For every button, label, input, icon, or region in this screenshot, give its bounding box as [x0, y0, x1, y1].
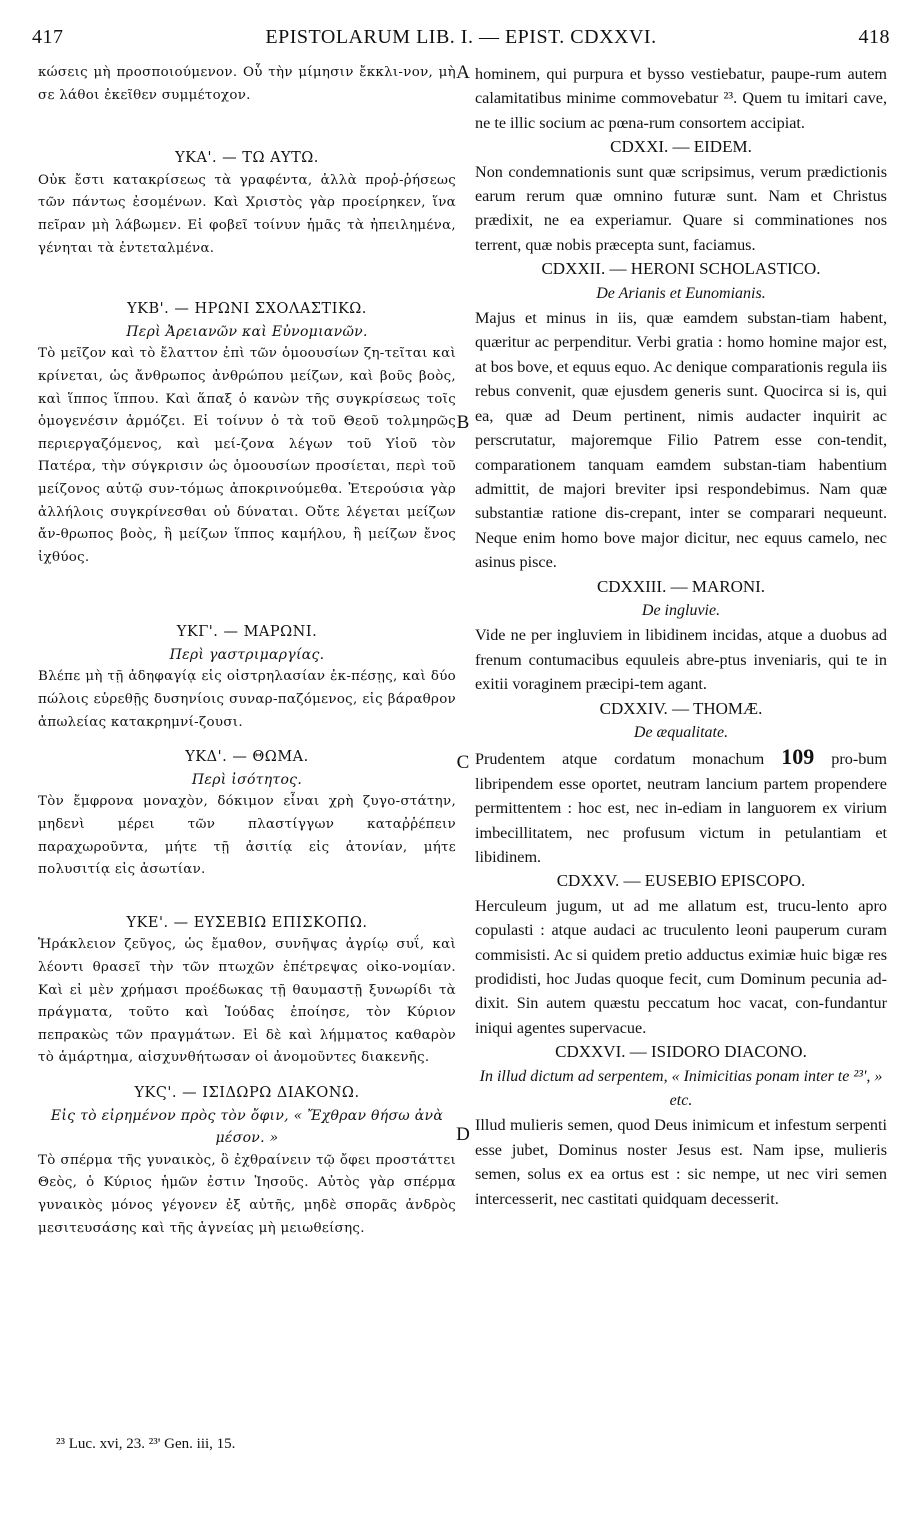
- greek-letter-424: [38, 746, 456, 882]
- greek-column: [38, 62, 456, 1240]
- greek-text-425: Ἡράκλειον ζεῦγος, ὡς ἔμαθον, συνῆψας ἀγρίῳ συΐ, καὶ λέοντι θρασεῖ τὴν τῶν πτωχῶν ἐπέτρεψας οἰκο-νομίαν. Καὶ εἰ μὲν χρήμασι προέδωκας τῇ θαυμαστῇ ξυνωρίδι τὰ πράγματα, τοῦτο καὶ Ἰούδας ἐποίησε, τὸν Κύριον πεπρακὼς τῶν πραγμάτων. Εἰ δὲ καὶ λήμματος καθαρὸν τὸ ἁμάρτημα, αἰσχυνθήτωσαν οἱ ἀνομοῦντες διακενῆς.: [38, 937, 456, 1066]
- margin-letter-d: D: [456, 1124, 470, 1145]
- margin-letter-a: A: [456, 62, 470, 83]
- edition-page-reference: 109: [781, 744, 815, 770]
- latin-subtitle-424: De æqualitate.: [633, 723, 729, 741]
- latin-heading-424: CDXXIV. — THOMÆ.: [599, 698, 763, 718]
- latin-text-425: Herculeum jugum, ut ad me allatum est, trucu-lento apro copulasti : atque audaci ac truculento leoni pauperum curam commisisti. Ac si quidem pretio adductus eximiæ huic bigæ res prodidisti, hoc Judas quoque fecit, cum Dominum pecunia ad-dixit. Sin autem quæstu peccatum hoc vacat, con-fundantur iniqui agentes supervacue.: [475, 896, 887, 1037]
- greek-letter-422: [38, 298, 456, 569]
- latin-letter-423: [475, 575, 887, 697]
- running-title: EPISTOLARUM LIB. I. — EPIST. CDXXVI.: [265, 26, 657, 48]
- greek-text-421: Οὐκ ἔστι κατακρίσεως τὰ γραφέντα, ἀλλὰ προῤ-ῥήσεως τῶν πάντως ἐσομένων. Καὶ Χριστὸς γὰρ προείρηκεν, ἵνα πεῖραν μὴ λάβωμεν. Εἰ φοβεῖ τοίνυν ἡμᾶς τὰ ἠπειλημένα, γένηται τὰ ἐντεταλμένα.: [38, 172, 456, 256]
- greek-text-424: Τὸν ἔμφρονα μοναχὸν, δόκιμον εἶναι χρὴ ζυγο-στάτην, μηδενὶ μέρει τῶν πλαστίγγων καταῤῥέπειν παραχωροῦντα, μήτε τῇ ἀσιτίᾳ εἰς ἀτονίαν, μήτε πολυσιτίᾳ εἰς ἀσωτίαν.: [38, 794, 456, 878]
- greek-subtitle-423: Περὶ γαστριμαργίας.: [169, 646, 325, 663]
- greek-heading-424: ΥΚΔ'. — ΘΩΜΑ.: [185, 749, 309, 766]
- greek-letter-425: [38, 912, 456, 1070]
- greek-subtitle-422: Περὶ Ἀρειανῶν καὶ Εὐνομιανῶν.: [126, 323, 368, 340]
- margin-letter-b: B: [456, 412, 470, 433]
- latin-letter-421: [475, 135, 887, 257]
- latin-subtitle-422: De Arianis et Eunomianis.: [596, 284, 766, 302]
- greek-heading-425: ΥΚΕ'. — ΕΥΣΕΒΙΩ ΕΠΙΣΚΟΠΩ.: [126, 914, 368, 931]
- latin-intro: hominem, qui purpura et bysso vestiebatur, paupe-rum autem calamitatibus minime commovebatur ²³. Quem tu imitari cave, ne te illic socium ac pœna-rum consortem accipiat.: [475, 65, 887, 132]
- latin-letter-425: [475, 869, 887, 1040]
- latin-text-424: [475, 745, 887, 869]
- latin-text-424-b: pro-bum libripendem esse oportet, neutram lancium partem propendere permittentem : hoc est, nec in-ediam in languorem ex virium imbecillitatem, nec profusum victum in petulantiam et libidinem.: [475, 750, 887, 866]
- latin-column: [475, 62, 887, 1211]
- margin-letters: [454, 0, 472, 1540]
- latin-text-422: Majus et minus in iis, quæ eamdem substan-tiam habent, quæritur ac perpenditur. Verbi gratia : homo homine major est, at bos bove, et equus equo. Ac denique comparationis regula iis rebus convenit, quæ ejusdem generis sunt. Quocirca si is, qui ea, quæ ad Deum pertinent, nimis audacter inquirit ac perscrutatur, majoremque Filio Patrem esse con-tendit, comparationem tanquam eamdem substan-tiam habentium admittit, de majori breviter ipsi respondebimus. Nam quæ substantiæ ratione dis-crepant, inter se comparari nequeunt. Neque enim homo bove major dicitur, nec equus camelo, nec asinus pisce.: [475, 309, 887, 572]
- latin-letter-424: [475, 697, 887, 870]
- greek-heading-423: ΥΚΓ'. — ΜΑΡΩΝΙ.: [176, 624, 318, 641]
- latin-letter-426: [475, 1040, 887, 1211]
- page-number-right: 418: [858, 26, 890, 48]
- greek-letter-426: [38, 1082, 456, 1240]
- greek-heading-421: ΥΚΑ'. — ΤΩ ΑΥΤΩ.: [175, 150, 319, 167]
- greek-heading-422: ΥΚΒ'. — ΗΡΩΝΙ ΣΧΟΛΑΣΤΙΚΩ.: [127, 301, 367, 318]
- greek-text-426: Τὸ σπέρμα τῆς γυναικὸς, ὃ ἐχθραίνειν τῷ ὄφει προστάττει Θεὸς, ὁ Κύριος ἡμῶν ἐστιν Ἰησοῦς. Αὐτὸς γὰρ σπέρμα γυναικὸς μόνος γέγονεν ἐξ αὐτῆς, μηδὲ σπορᾶς ἀνδρὸς μεσιτευσάσης καὶ τῆς ἁγνείας μὴ μειωθείσης.: [38, 1152, 456, 1236]
- latin-text-426: Illud mulieris semen, quod Deus inimicum et infestum serpenti esse jubet, Dominus noster Jesus est. Nam ipse, mulieris semen, solus ex ea ortus est : sic nempe, ut nec viri semen intercesserit, nec castitati quidquam decesserit.: [475, 1116, 887, 1208]
- latin-text-421: Non condemnationis sunt quæ scripsimus, verum prædictionis earum rerum quæ omnino futuræ sunt. Nam et Christus prædixit, ne ea experiamur. Quare si comminationes nos terrent, quæ nobis præcepta sunt, faciamus.: [475, 162, 887, 254]
- margin-letter-c: C: [456, 752, 470, 773]
- latin-heading-423: CDXXIII. — MARONI.: [596, 576, 766, 596]
- latin-letter-422: [475, 257, 887, 574]
- latin-subtitle-426: In illud dictum ad serpentem, « Inimicitias ponam inter te ²³', » etc.: [479, 1067, 883, 1110]
- greek-heading-426: ΥΚϚ'. — ΙΣΙΔΩΡΩ ΔΙΑΚΟΝΩ.: [134, 1084, 360, 1101]
- latin-heading-421: CDXXI. — EIDEM.: [610, 137, 752, 157]
- latin-subtitle-423: De ingluvie.: [641, 601, 721, 619]
- greek-letter-421: [38, 147, 456, 260]
- greek-text-423: Βλέπε μὴ τῇ ἀδηφαγίᾳ εἰς οἰστρηλασίαν ἐκ-πέσῃς, καὶ δύο πώλοις εὑρεθῇς δυσηνίοις συναρ-παζόμενος, εἰς βάραθρον ἀπωλείας κατακρημνί-ζουσι.: [38, 669, 456, 730]
- footnotes: ²³ Luc. xvi, 23. ²³' Gen. iii, 15.: [56, 1436, 236, 1452]
- latin-heading-426: CDXXVI. — ISIDORO DIACONO.: [555, 1042, 807, 1062]
- latin-heading-422: CDXXII. — HERONI SCHOLASTICO.: [541, 259, 821, 279]
- greek-letter-423: [38, 621, 456, 734]
- greek-text-422: Τὸ μεῖζον καὶ τὸ ἔλαττον ἐπὶ τῶν ὁμοουσίων ζη-τεῖται καὶ κρίνεται, ὡς ἄνθρωπος ἀνθρώπου μείζων, καὶ βοῦς βοὸς, καὶ ἵππος ἵππου. Καὶ ἅπαξ ὁ κανὼν τῆς συγκρίσεως τοῖς ὁμογενέσιν ἁρμόζει. Εἰ τοίνυν ὁ τὰ τοῦ Θεοῦ τολμηρῶς περιεργαζόμενος, καὶ μεί-ζονα λέγων τοῦ Υἱοῦ τὸν Πατέρα, τὴν σύγκρισιν ὡς ὁμοουσίων προσίεται, περὶ τοῦ μείζονος αὐτῷ συν-τόμως ἀποκρινούμεθα. Ἑτερούσια γὰρ ἀλλήλοις συγκρίνεσθαι οὐ δύναται. Οὔτε λέγεται μείζων ἄν-θρωπος βοὸς, ἢ μείζων ἵππος καμήλου, ἢ μείζων ἔνος ἰχθύος.: [38, 346, 456, 565]
- latin-text-423: Vide ne per ingluviem in libidinem incidas, atque a duobus ad frenum contumacibus equuleis abre-ptus inveniaris, qui te in exitii voraginem præcipi-tem agant.: [475, 626, 887, 694]
- greek-intro: κώσεις μὴ προσποιούμενον. Οὗ τὴν μίμησιν ἔκκλι-νον, μὴ σε λάθοι ἐκεῖθεν συμμέτοχον.: [38, 65, 456, 103]
- page-number-left: 417: [32, 26, 64, 48]
- greek-subtitle-426: Εἰς τὸ εἰρημένον πρὸς τὸν ὄφιν, « Ἔχθραν θήσω ἀνὰ μέσον. »: [50, 1107, 444, 1147]
- latin-heading-425: CDXXV. — EUSEBIO EPISCOPO.: [556, 871, 806, 891]
- greek-subtitle-424: Περὶ ἰσότητος.: [191, 771, 303, 788]
- latin-text-424-a: Prudentem atque cordatum monachum: [475, 750, 782, 769]
